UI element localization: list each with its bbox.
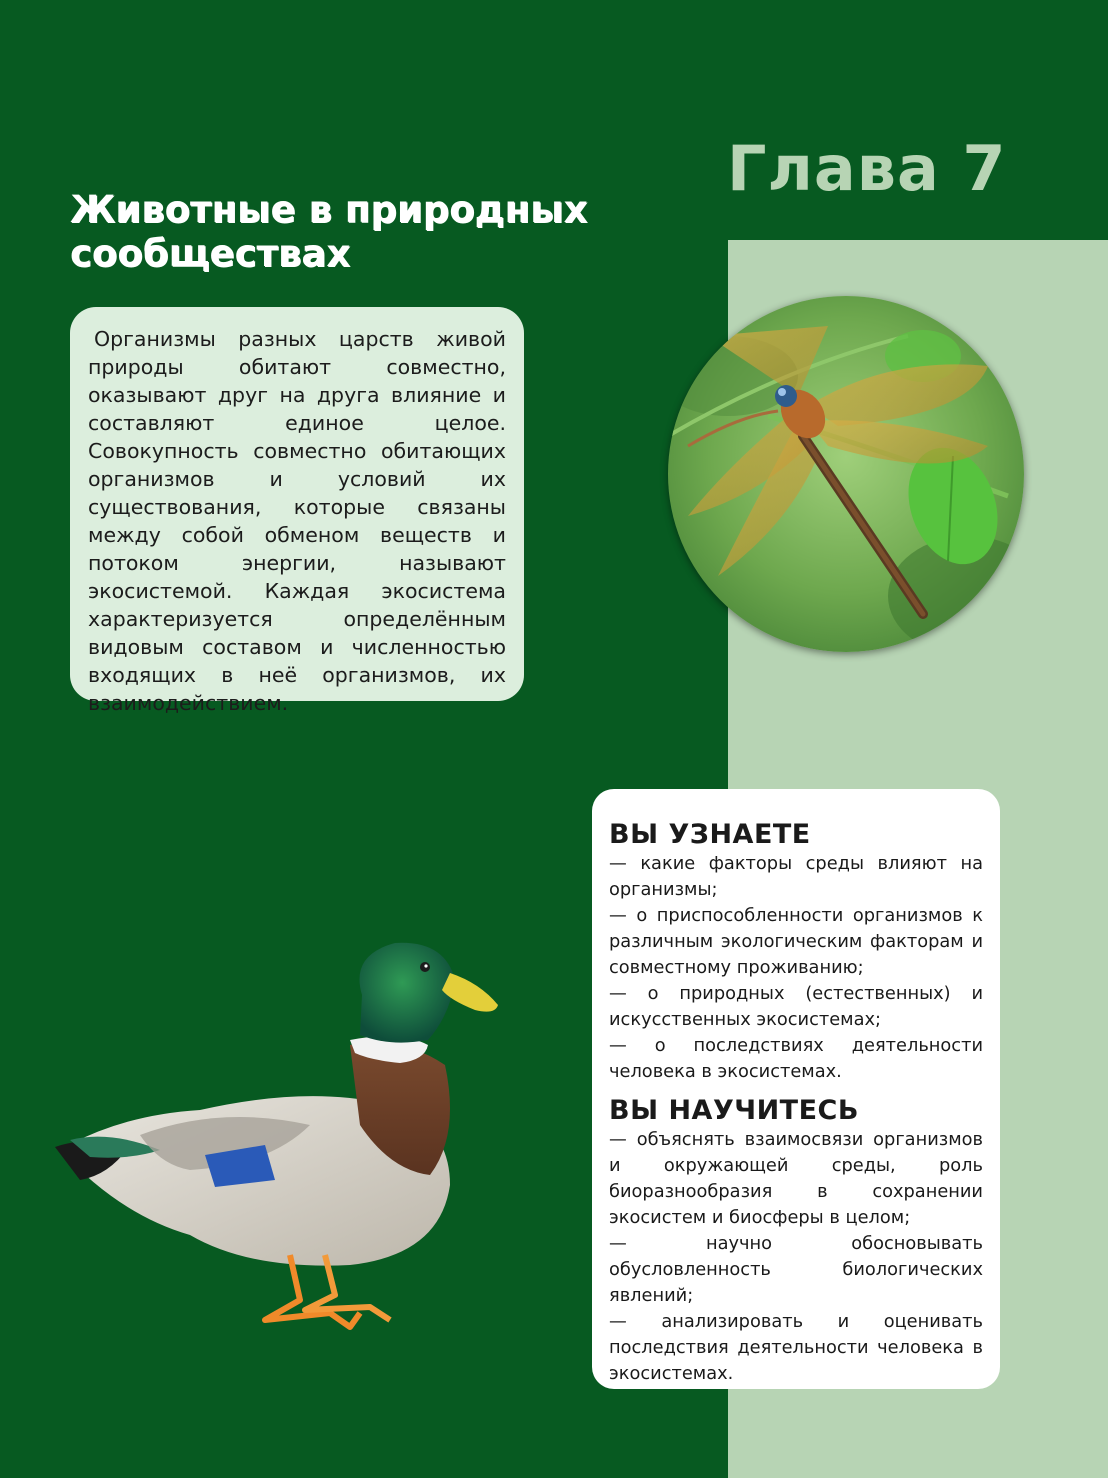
page-title xyxy=(70,188,710,276)
learn-item: — о последствиях деятельности человека в экосистемах. xyxy=(609,1033,983,1085)
skills-item: — научно обосновывать обусловленность биологических явлений; xyxy=(609,1231,983,1309)
intro-box xyxy=(70,307,524,715)
skills-heading: ВЫ НАУЧИТЕСЬ xyxy=(609,1095,859,1126)
dragonfly-image xyxy=(668,296,1024,652)
learn-item: — какие факторы среды влияют на организмы; xyxy=(609,851,983,903)
title-line-2: сообществах xyxy=(70,232,351,275)
learn-heading: ВЫ УЗНАЕТЕ xyxy=(609,819,811,850)
skills-item: — анализировать и оценивать последствия деятельности человека в экосистемах. xyxy=(609,1309,983,1387)
chapter-label: Глава 7 xyxy=(727,132,1007,205)
learn-item: — о природных (естественных) и искусственных экосистемах; xyxy=(609,981,983,1033)
learn-item: — о приспособленности организмов к различным экологическим факторам и совместному проживанию; xyxy=(609,903,983,981)
learn-list xyxy=(609,851,983,1085)
duck-image xyxy=(50,935,510,1335)
title-line-1: Животные в природных xyxy=(70,188,588,231)
skills-item: — объяснять взаимосвязи организмов и окружающей среды, роль биоразнообразия в сохранении экосистем и биосферы в целом; xyxy=(609,1127,983,1231)
intro-text: Организмы разных царств живой природы обитают совместно, оказывают друг на друга влияние и составляют единое целое. Совокупность совместно обитающих организмов и условий их существования, которые связаны между собой обменом веществ и потоком энергии, называют экосистемой. Каждая экосистема характеризуется определённым видовым составом и численностью входящих в неё организмов, их взаимодействием. xyxy=(88,327,506,715)
skills-list xyxy=(609,1127,983,1387)
learning-goals-box xyxy=(592,789,1000,1389)
